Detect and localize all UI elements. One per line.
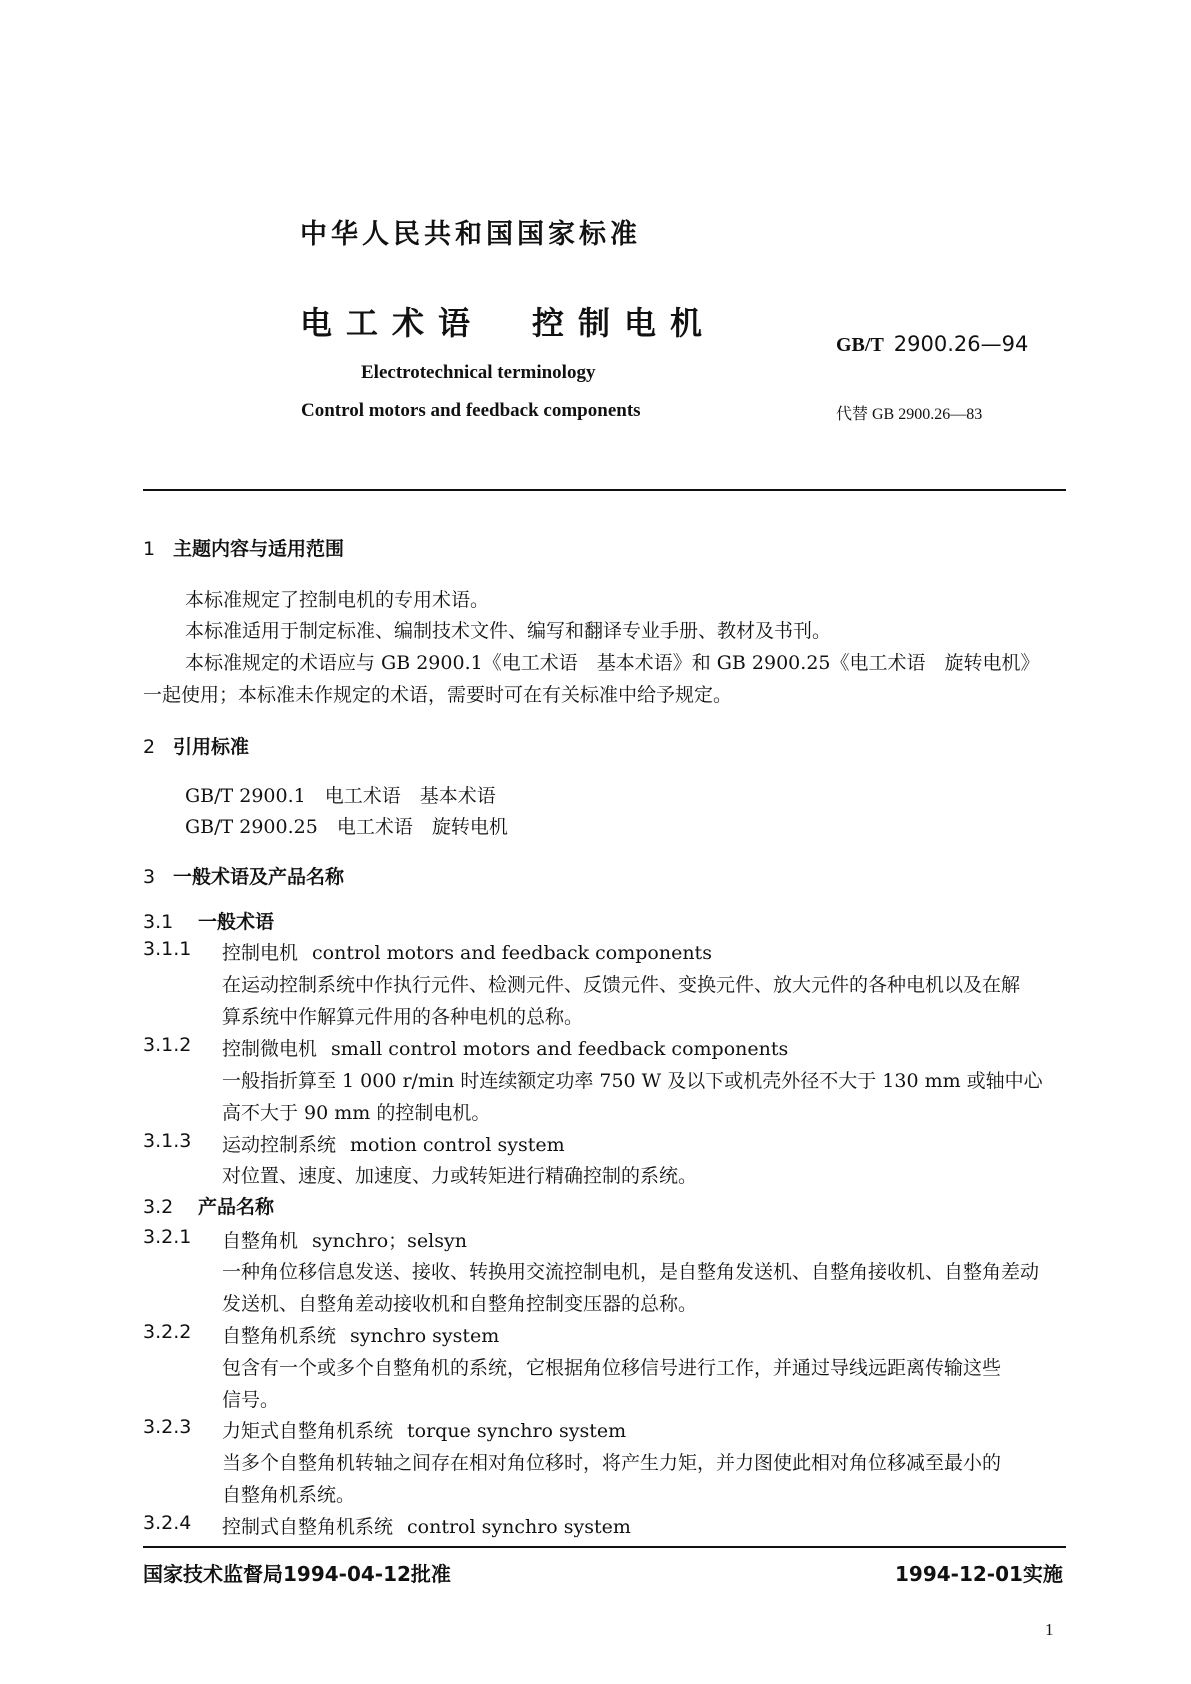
standard-code-number: 2900.26—94 <box>893 332 1029 356</box>
section-3-number: 3 <box>143 866 156 888</box>
term-entry <box>222 1130 565 1157</box>
term-chinese: 控制式自整角机系统 <box>222 1516 394 1538</box>
section-1-number: 1 <box>143 538 156 560</box>
term-chinese: 运动控制系统 <box>222 1134 337 1156</box>
document-title <box>300 298 716 344</box>
term-english: synchro system <box>350 1325 500 1347</box>
term-definition-line-2: 自整角机系统。 <box>222 1484 356 1506</box>
term-definition-line-2: 算系统中作解算元件用的各种电机的总称。 <box>222 1006 584 1028</box>
section-3-2-heading <box>143 1192 274 1219</box>
section-2-title: 引用标准 <box>173 736 250 758</box>
section-3-heading <box>143 862 344 889</box>
term-entry <box>222 1034 788 1061</box>
section-3-1-number: 3.1 <box>143 911 174 933</box>
section-1-title: 主题内容与适用范围 <box>173 538 345 560</box>
term-entry <box>222 1512 631 1539</box>
term-chinese: 控制微电机 <box>222 1038 318 1060</box>
section-2-number: 2 <box>143 736 156 758</box>
term-number: 3.2.3 <box>143 1416 192 1438</box>
term-chinese: 自整角机 <box>222 1230 299 1252</box>
term-definition-line-1: 一般指折算至 1 000 r/min 时连续额定功率 750 W 及以下或机壳外径不大于 130 mm 或轴中心 <box>222 1070 1043 1092</box>
implementation-date: 1994-12-01实施 <box>895 1562 1063 1586</box>
section-3-2-number: 3.2 <box>143 1196 174 1218</box>
term-english: control synchro system <box>407 1516 631 1538</box>
term-number: 3.2.4 <box>143 1512 192 1534</box>
term-entry <box>222 1416 626 1443</box>
term-chinese: 自整角机系统 <box>222 1325 337 1347</box>
reference-standard-2: GB/T 2900.25 电工术语 旋转电机 <box>185 816 508 838</box>
title-part1: 电工术语 <box>300 304 485 342</box>
term-definition-line-1: 当多个自整角机转轴之间存在相对角位移时，将产生力矩，并力图使此相对角位移减至最小的 <box>222 1452 1002 1474</box>
term-definition-line-2: 发送机、自整角差动接收机和自整角控制变压器的总称。 <box>222 1293 698 1315</box>
term-number: 3.2.1 <box>143 1226 192 1248</box>
replaces-standard: 代替 GB 2900.26—83 <box>836 406 983 423</box>
term-definition-line-1: 对位置、速度、加速度、力或转矩进行精确控制的系统。 <box>222 1165 698 1187</box>
section-1-paragraph-3-line-1: 本标准规定的术语应与 GB 2900.1《电工术语 基本术语》和 GB 2900.25《电工术语 旋转电机》 <box>185 652 1040 674</box>
section-3-1-heading <box>143 907 274 934</box>
term-number: 3.1.1 <box>143 938 192 960</box>
term-number: 3.2.2 <box>143 1321 192 1343</box>
term-number: 3.1.2 <box>143 1034 192 1056</box>
term-number: 3.1.3 <box>143 1130 192 1152</box>
term-chinese: 控制电机 <box>222 942 299 964</box>
term-chinese: 力矩式自整角机系统 <box>222 1420 394 1442</box>
standard-code <box>836 332 1028 357</box>
section-3-2-title: 产品名称 <box>198 1196 275 1218</box>
section-1-paragraph-3-line-2: 一起使用；本标准未作规定的术语，需要时可在有关标准中给予规定。 <box>143 684 733 706</box>
term-english: torque synchro system <box>407 1420 627 1442</box>
term-english: small control motors and feedback components <box>331 1038 789 1060</box>
term-english: control motors and feedback components <box>312 942 712 964</box>
footer-divider <box>143 1546 1066 1548</box>
term-english: synchro；selsyn <box>312 1230 467 1252</box>
term-definition-line-1: 包含有一个或多个自整角机的系统，它根据角位移信号进行工作，并通过导线远距离传输这些 <box>222 1357 1002 1379</box>
header-divider <box>143 489 1066 491</box>
section-1-paragraph-2: 本标准适用于制定标准、编制技术文件、编写和翻译专业手册、教材及书刊。 <box>185 620 832 642</box>
section-3-1-title: 一般术语 <box>198 911 275 933</box>
term-entry <box>222 1226 467 1253</box>
term-entry <box>222 938 712 965</box>
term-definition-line-2: 信号。 <box>222 1389 280 1411</box>
term-definition-line-1: 在运动控制系统中作执行元件、检测元件、反馈元件、变换元件、放大元件的各种电机以及在解 <box>222 974 1021 996</box>
section-3-title: 一般术语及产品名称 <box>173 866 345 888</box>
reference-standard-1: GB/T 2900.1 电工术语 基本术语 <box>185 785 496 807</box>
section-1-heading <box>143 534 344 561</box>
term-english: motion control system <box>350 1134 565 1156</box>
term-entry <box>222 1321 499 1348</box>
standard-code-prefix: GB/T <box>836 334 884 356</box>
english-title-line1: Electrotechnical terminology <box>361 362 596 383</box>
section-2-heading <box>143 732 249 759</box>
term-definition-line-1: 一种角位移信息发送、接收、转换用交流控制电机，是自整角发送机、自整角接收机、自整角差动 <box>222 1261 1040 1283</box>
page-number: 1 <box>1045 1620 1054 1639</box>
approval-date: 国家技术监督局1994-04-12批准 <box>143 1562 451 1586</box>
section-1-paragraph-1: 本标准规定了控制电机的专用术语。 <box>185 589 490 611</box>
term-definition-line-2: 高不大于 90 mm 的控制电机。 <box>222 1102 491 1124</box>
english-title-line2: Control motors and feedback components <box>301 400 641 421</box>
national-standard-heading: 中华人民共和国国家标准 <box>300 219 641 250</box>
title-part2: 控制电机 <box>532 304 717 342</box>
